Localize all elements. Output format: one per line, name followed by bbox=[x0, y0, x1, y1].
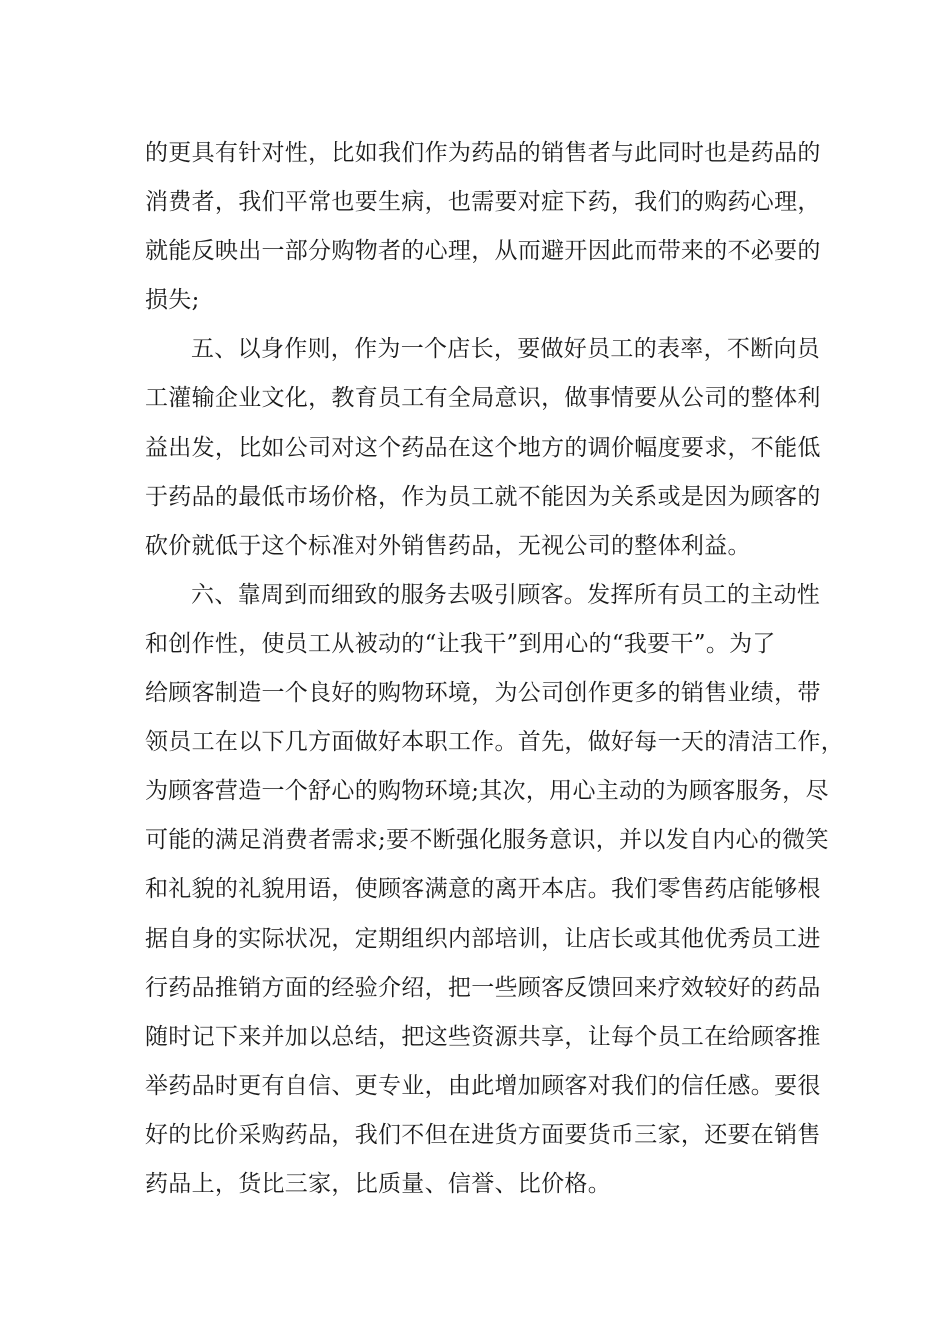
text-line: 领员工在以下几方面做好本职工作。首先，做好每一天的清洁工作， bbox=[145, 729, 844, 756]
text-line: 可能的满足消费者需求;要不断强化服务意识，并以发自内心的微笑 bbox=[145, 827, 829, 854]
text-line: 的更具有针对性，比如我们作为药品的销售者与此同时也是药品的 bbox=[145, 140, 821, 166]
text-line: 举药品时更有自信、更专业，由此增加顾客对我们的信任感。要很 bbox=[145, 1072, 821, 1099]
text-line: 给顾客制造一个良好的购物环境，为公司创作更多的销售业绩，带 bbox=[145, 680, 821, 707]
paragraph-start-line: 五、以身作则，作为一个店长，要做好员工的表率，不断向员 bbox=[191, 336, 821, 363]
text-line: 消费者，我们平常也要生病，也需要对症下药，我们的购药心理， bbox=[145, 189, 821, 216]
text-line: 和礼貌的礼貌用语，使顾客满意的离开本店。我们零售药店能够根 bbox=[145, 876, 821, 903]
text-line: 就能反映出一部分购物者的心理，从而避开因此而带来的不必要的 bbox=[145, 238, 821, 265]
text-line: 行药品推销方面的经验介绍，把一些顾客反馈回来疗效较好的药品 bbox=[145, 974, 821, 1001]
text-line: 好的比价采购药品，我们不但在进货方面要货币三家，还要在销售 bbox=[145, 1121, 821, 1148]
text-line: 损失; bbox=[145, 287, 200, 314]
text-line: 砍价就低于这个标准对外销售药品，无视公司的整体利益。 bbox=[145, 532, 751, 559]
text-line: 于药品的最低市场价格，作为员工就不能因为关系或是因为顾客的 bbox=[145, 483, 821, 510]
text-line: 药品上，货比三家，比质量、信誉、比价格。 bbox=[145, 1170, 611, 1197]
paragraph-start-line: 六、靠周到而细致的服务去吸引顾客。发挥所有员工的主动性 bbox=[191, 581, 821, 608]
text-line: 随时记下来并加以总结，把这些资源共享，让每个员工在给顾客推 bbox=[145, 1023, 821, 1050]
text-line: 工灌输企业文化，教育员工有全局意识，做事情要从公司的整体利 bbox=[145, 385, 821, 412]
text-line: 益出发，比如公司对这个药品在这个地方的调价幅度要求，不能低 bbox=[145, 434, 821, 461]
text-line: 为顾客营造一个舒心的购物环境;其次，用心主动的为顾客服务，尽 bbox=[145, 778, 829, 805]
text-line: 据自身的实际状况，定期组织内部培训，让店长或其他优秀员工进 bbox=[145, 925, 821, 952]
body-text bbox=[145, 129, 845, 1209]
text-line: 和创作性，使员工从被动的“让我干”到用心的“我要干”。为了 bbox=[145, 630, 776, 657]
